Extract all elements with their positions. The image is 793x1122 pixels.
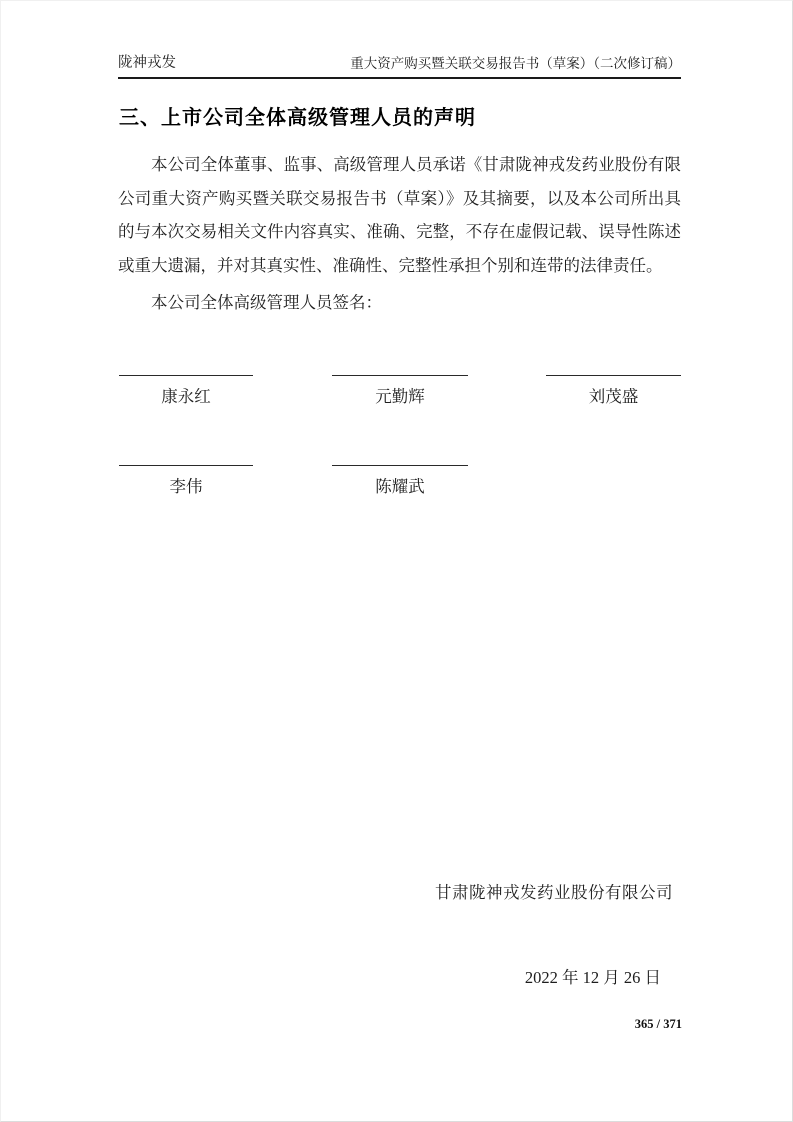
signer-name: 康永红 [161,387,211,406]
header-company-short-name: 陇神戎发 [118,55,176,71]
signature-block [119,375,253,407]
signature-instruction: 本公司全体高级管理人员签名： [151,293,382,312]
page-number: 365 / 371 [634,1017,682,1031]
signer-name: 李伟 [169,477,203,496]
signer-name: 元勤辉 [375,387,425,406]
signature-date: 2022 年 12 月 26 日 [524,968,661,987]
signature-block [332,375,468,407]
company-signature: 甘肃陇神戎发药业股份有限公司 [435,883,673,902]
signature-block [119,465,253,497]
signature-block [546,375,681,407]
header-document-title: 重大资产购买暨关联交易报告书（草案）（二次修订稿） [350,56,681,71]
signer-name: 刘茂盛 [588,387,639,406]
signer-name: 陈耀武 [375,477,425,496]
document-header [118,51,681,79]
section-title: 三、上市公司全体高级管理人员的声明 [119,107,476,129]
signature-block [332,465,468,497]
declaration-paragraph: 本公司全体董事、监事、高级管理人员承诺《甘肃陇神戎发药业股份有限公司重大资产购买暨关联交易报告书（草案）》及其摘要，以及本公司所出具的与本次交易相关文件内容真实、准确、完整，不存在虚假记载、误导性陈述或重大遗漏，并对其真实性、准确性、完整性承担个别和连带的法律责任。 [118,155,681,275]
